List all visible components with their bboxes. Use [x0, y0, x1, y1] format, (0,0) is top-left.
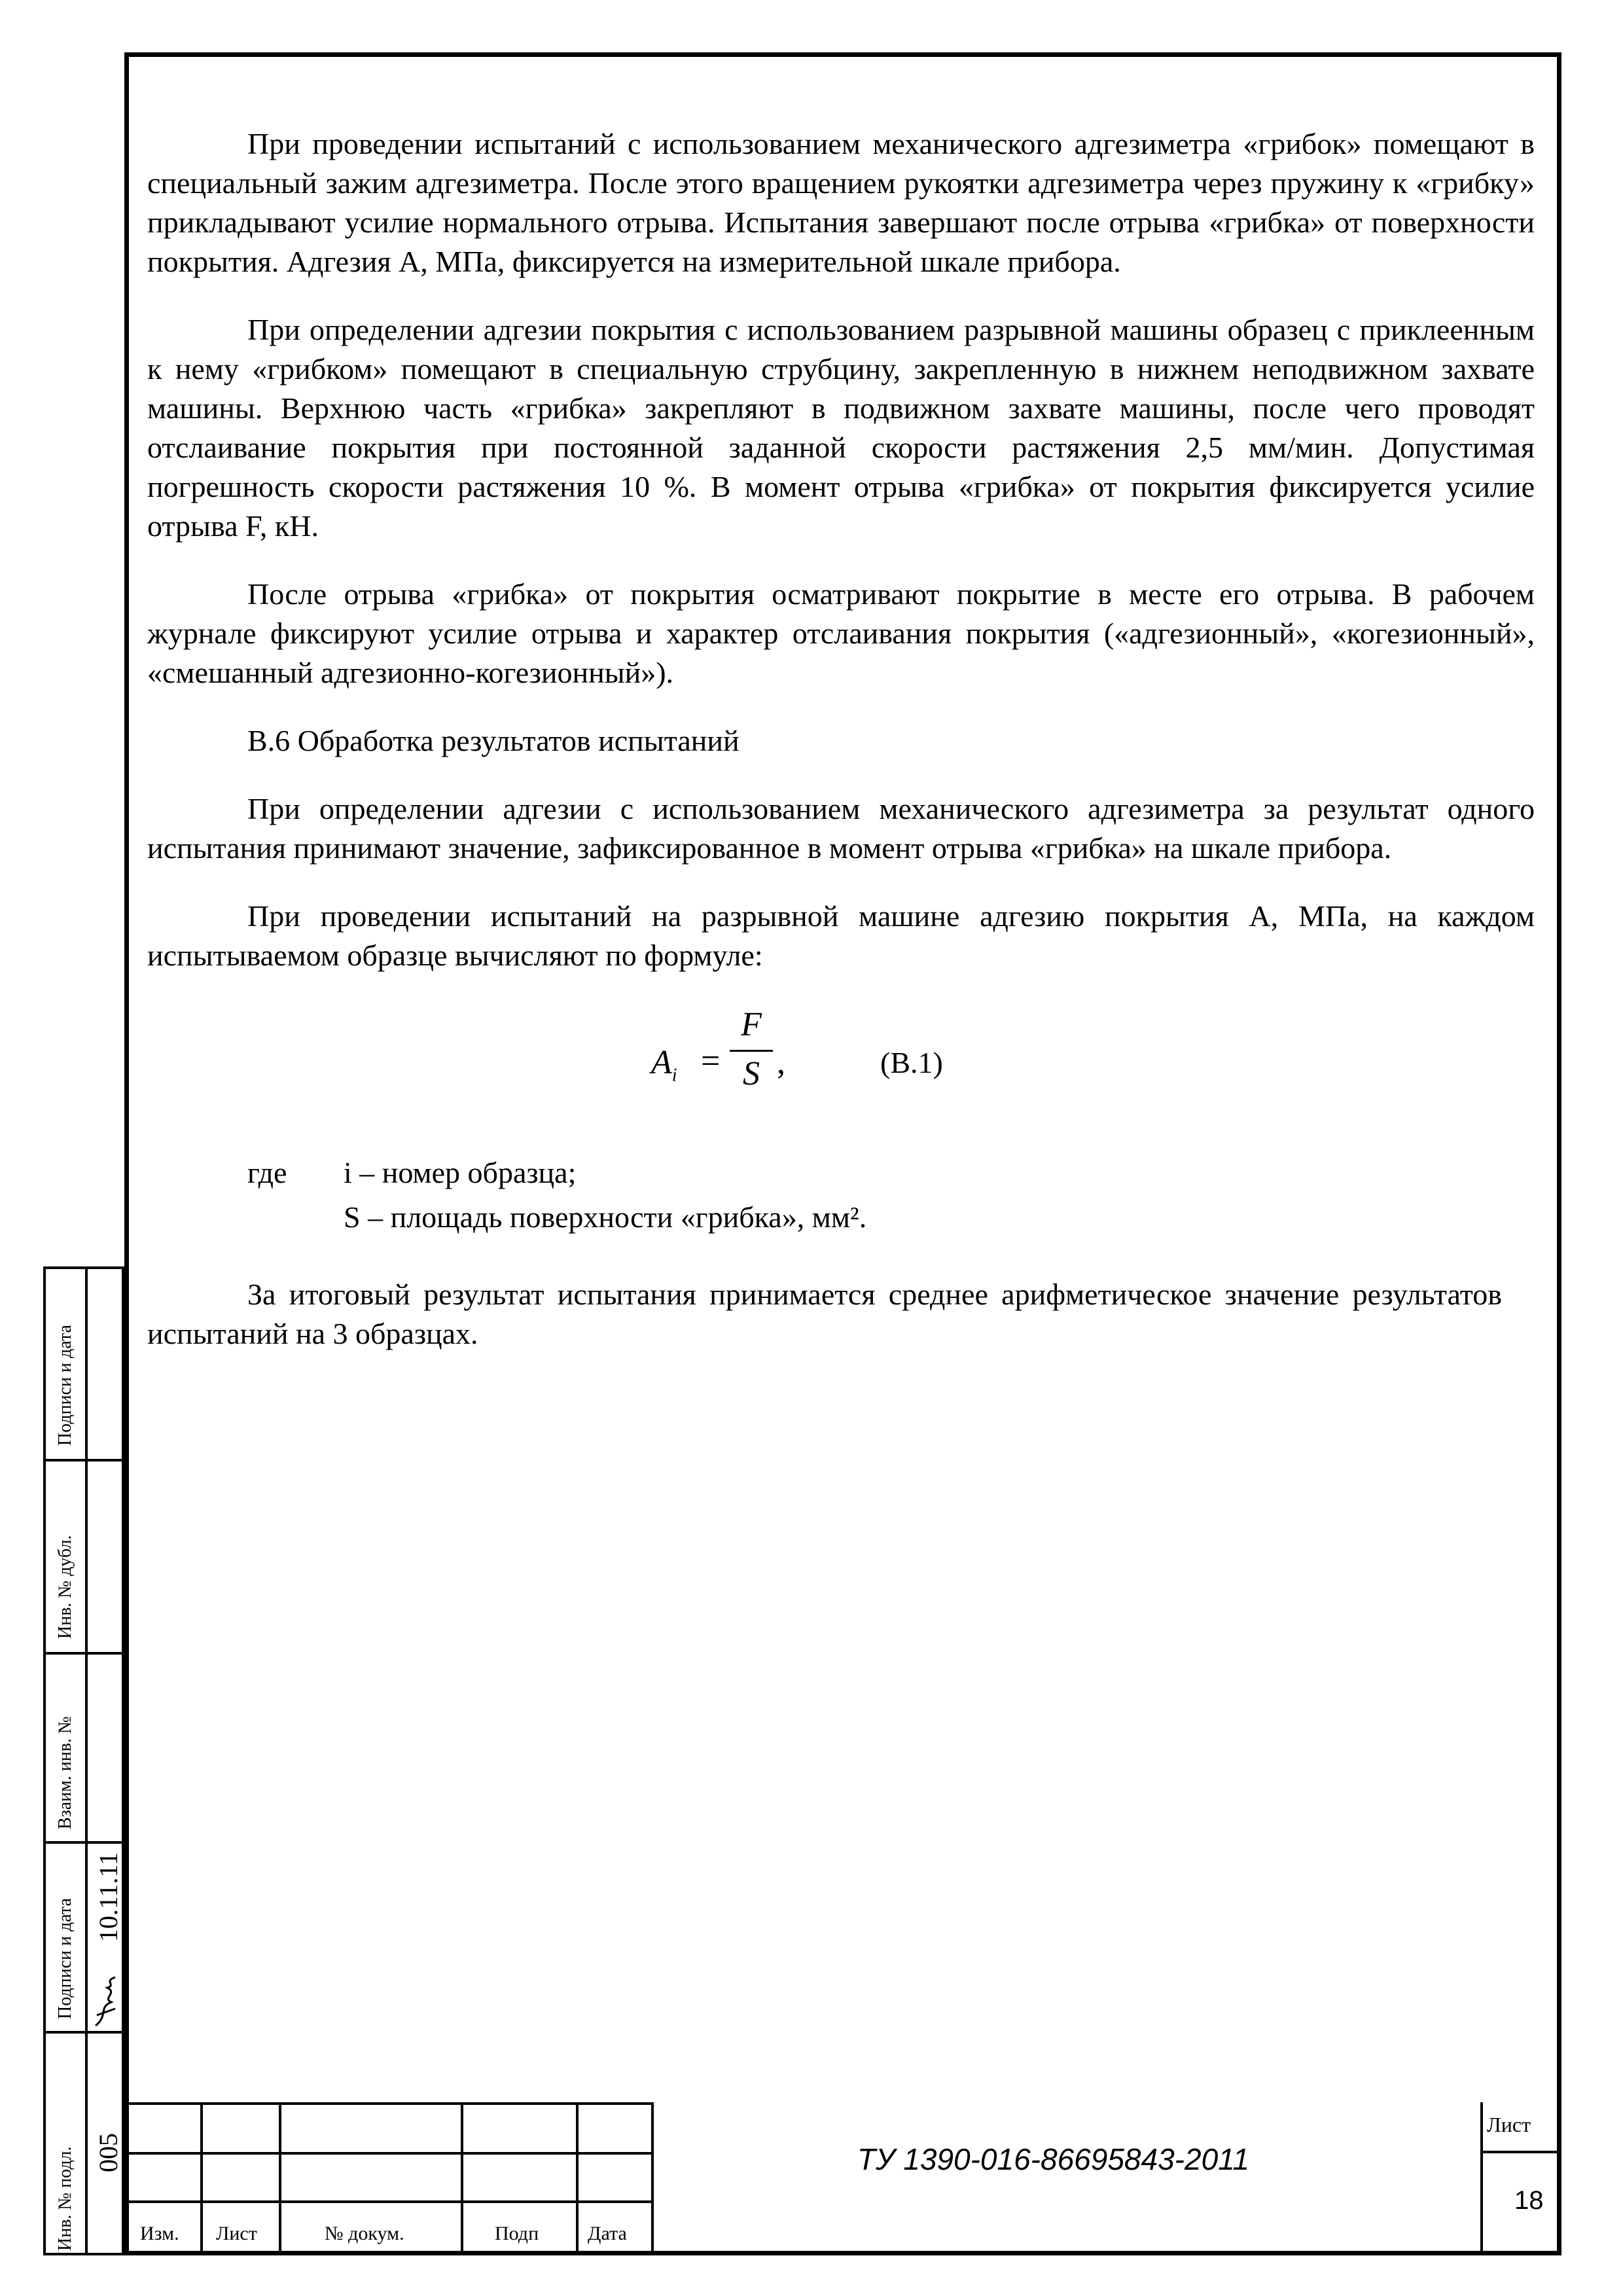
inv-podl-value: 005 [94, 2133, 123, 2172]
tb-col-line [576, 2102, 579, 2255]
formula-fraction [730, 1005, 773, 1094]
tb-top-line [124, 2102, 651, 2105]
tb-col-line [200, 2102, 203, 2255]
sheet-number: 18 [1514, 2186, 1544, 2215]
legend-s: S – площадь поверхности «грибка», мм². [344, 1200, 867, 1234]
label-inv-dubl: Инв. № дубл. [55, 1535, 75, 1639]
legend-label: где [247, 1156, 287, 1189]
formula-b1 [147, 1005, 1535, 1123]
title-block [124, 2102, 1561, 2255]
label-signature-date-2: Подписи и дата [55, 1898, 75, 2019]
formula-equals: = [701, 1043, 721, 1080]
strip-row-line [46, 2031, 122, 2034]
formula-comma: , [777, 1044, 785, 1081]
formula-lhs: $A_i$ [651, 1044, 677, 1086]
tb-col-line [279, 2102, 281, 2255]
formula-numerator: F [741, 1006, 762, 1043]
left-stamp-strip [43, 1266, 124, 2255]
strip-row-line [46, 1841, 122, 1844]
label-data: Дата [588, 2223, 627, 2244]
formula-legend [147, 1153, 1535, 1242]
paragraph-formula-intro: При проведении испытаний на разрывной машине адгезию покрытия А, МПа, на каждом испытываемом образце вычисляют по формуле: [147, 899, 1535, 972]
signature-date-value: 10.11.11 [94, 1852, 123, 1942]
formula-number: (В.1) [880, 1046, 943, 1079]
paragraph-inspection: После отрыва «грибка» от покрытия осматривают покрытие в месте его отрыва. В рабочем журнале фиксируют усилие отрыва и характер отслаивания покрытия («адгезионный», «когезионный», «смешанный адгезионно-когезионный»). [147, 577, 1535, 689]
tb-sheet-line [1480, 2151, 1561, 2153]
legend-i: i – номер образца; [344, 1156, 577, 1189]
document-body [147, 124, 1535, 1354]
tb-col-line [1480, 2102, 1483, 2255]
fraction-bar [730, 1050, 773, 1052]
label-no-dokum: № докум. [325, 2223, 404, 2244]
tb-col-line [651, 2102, 654, 2255]
paragraph-tensile-machine: При определении адгезии покрытия с использованием разрывной машины образец с приклеенным к нему «грибком» помещают в специальную струбцину, закрепленную в нижнем неподвижном захвате машины. Верхнюю часть «грибка» закрепляют в подвижном захвате машины, после чего проводят отслаивание покрытия при постоянной заданной скорости растяжения 2,5 мм/мин. Допустимая погрешность скорости растяжения 10 %. В момент отрыва «грибка» от покрытия фиксируется усилие отрыва F, кН. [147, 313, 1535, 543]
label-inv-podl: Инв. № подл. [55, 2146, 75, 2251]
label-podp: Подп [495, 2223, 539, 2244]
paragraph-final-result: За итоговый результат испытания принимается среднее арифметическое значение результатов испытаний на 3 образцах. [147, 1278, 1502, 1350]
document-code: ТУ 1390-016-86695843-2011 [857, 2142, 1249, 2176]
strip-row-line [46, 1652, 122, 1655]
handwritten-signature [89, 1976, 124, 2028]
label-izm: Изм. [140, 2223, 179, 2244]
formula-denominator: S [743, 1055, 760, 1092]
strip-row-line [46, 1459, 122, 1462]
strip-divider [85, 1269, 88, 2253]
paragraph-result-adhesimeter: При определении адгезии с использованием механического адгезиметра за результат одного испытания принимают значение, зафиксированное в момент отрыва «грибка» на шкале прибора. [147, 792, 1535, 865]
tb-row-line [124, 2152, 651, 2155]
label-signature-date-1: Подписи и дата [55, 1325, 75, 1446]
tb-row-line [124, 2200, 651, 2203]
paragraph-mechanical-adhesimeter: При проведении испытаний с использованием механического адгезиметра «грибок» помещают в специальный зажим адгезиметра. После этого вращением рукоятки адгезиметра через пружину к «грибку» прикладывают усилие нормального отрыва. Испытания завершают после отрыва «грибка» от поверхности покрытия. Адгезия А, МПа, фиксируется на измерительной шкале прибора. [147, 127, 1535, 278]
sheet-label: Лист [1487, 2113, 1531, 2136]
section-heading: В.6 Обработка результатов испытаний [247, 724, 740, 757]
label-vzaim-inv: Взаим. инв. № [55, 1716, 75, 1829]
tb-col-line [461, 2102, 463, 2255]
label-list: Лист [216, 2223, 257, 2244]
